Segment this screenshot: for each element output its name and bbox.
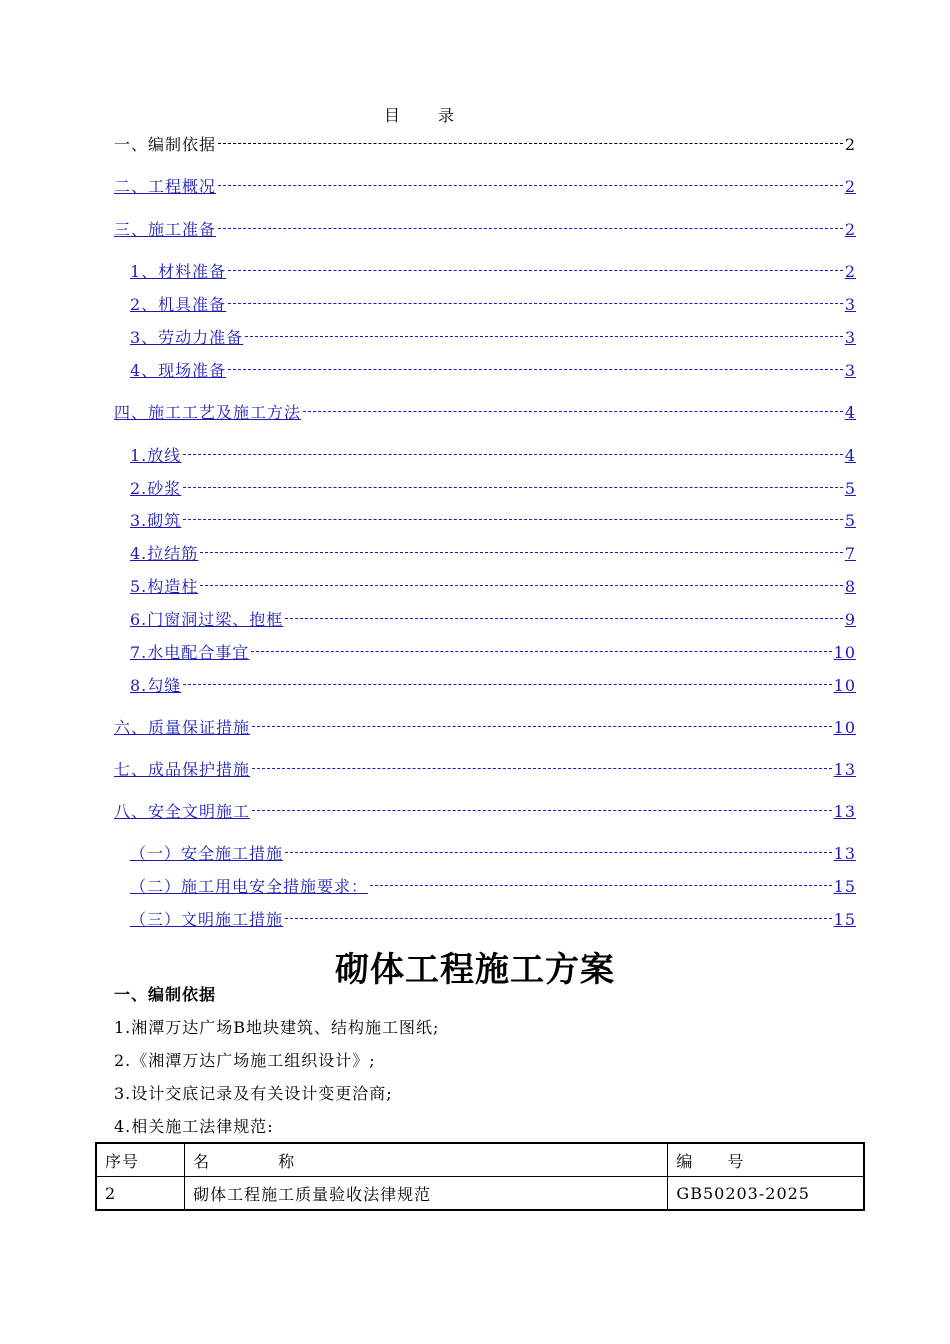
toc-leader [200,552,843,553]
table-row [96,1177,864,1211]
toc-entry [114,134,856,156]
toc-leader [303,411,843,412]
toc-entry-label: 1.放线 [130,446,182,465]
basis-item: 3.设计交底记录及有关设计变更洽商; [114,1084,393,1103]
toc-leader [200,585,843,586]
toc-leader [370,885,832,886]
toc-entry-page: 2 [844,135,856,154]
toc-entry[interactable] [130,261,856,283]
toc-entry-label: 二、工程概况 [114,177,217,196]
toc-leader [228,270,843,271]
toc-entry-page: 3 [844,361,856,380]
toc-entry[interactable] [114,402,856,424]
toc-entry-page: 15 [833,877,856,896]
toc-entry[interactable] [130,510,856,532]
toc-entry-page: 13 [833,760,856,779]
toc-entry-label: 4、现场准备 [130,361,227,380]
toc-entry-label: 八、安全文明施工 [114,802,251,821]
toc-entry-page: 2 [844,177,856,196]
basis-item: 4.相关施工法律规范: [114,1117,274,1136]
toc-entry-page: 10 [833,718,856,737]
toc-leader [228,303,843,304]
toc-entry-page: 2 [844,220,856,239]
toc-entry-page: 8 [844,577,856,596]
toc-entry-page: 4 [844,403,856,422]
toc-entry-label: 8.勾缝 [130,676,182,695]
toc-entry-label: 1、材料准备 [130,262,227,281]
toc-entry-label: 2.砂浆 [130,479,182,498]
toc-entry-page: 13 [833,844,856,863]
toc-leader [252,768,832,769]
toc-entry-label: （三）文明施工措施 [130,910,284,929]
toc-title: 目 录 [383,106,456,125]
standards-table [95,1142,865,1211]
toc-entry[interactable] [130,294,856,316]
toc-entry-page: 4 [844,446,856,465]
toc-leader [252,726,832,727]
toc-entry-label: 四、施工工艺及施工方法 [114,403,302,422]
toc-leader [228,369,843,370]
basis-item: 2.《湘潭万达广场施工组织设计》; [114,1051,376,1070]
toc-entry[interactable] [130,327,856,349]
toc-entry-label: 七、成品保护措施 [114,760,251,779]
toc-leader [252,810,832,811]
toc-leader [251,651,831,652]
table-cell: 2 [96,1177,185,1211]
toc-entry[interactable] [130,576,856,598]
toc-entry-label: 5.构造柱 [130,577,199,596]
toc-entry-label: 4.拉结筋 [130,544,199,563]
toc-leader [183,487,843,488]
toc-entry-page: 3 [844,295,856,314]
toc-entry[interactable] [114,801,856,823]
toc-leader [245,336,843,337]
toc-entry[interactable] [130,360,856,382]
toc-leader [218,228,843,229]
toc-entry-page: 10 [833,676,856,695]
toc-leader [218,185,843,186]
toc-entry[interactable] [130,445,856,467]
toc-entry-label: （一）安全施工措施 [130,844,284,863]
toc-entry-label: 三、施工准备 [114,220,217,239]
toc-entry-label: 2、机具准备 [130,295,227,314]
header-cell-code: 编 号 [668,1143,864,1177]
toc-entry-page: 15 [833,910,856,929]
toc-entry[interactable] [130,642,856,664]
toc-entry-page: 3 [844,328,856,347]
document-title: 砌体工程施工方案 [335,950,615,990]
toc-entry[interactable] [114,717,856,739]
toc-entry[interactable] [114,176,856,198]
toc-entry-page: 13 [833,802,856,821]
toc-entry[interactable] [130,543,856,565]
toc-entry[interactable] [114,219,856,241]
toc-leader [285,618,843,619]
header-cell-name: 名 称 [185,1143,668,1177]
toc-leader [183,454,843,455]
toc-entry-page: 5 [844,479,856,498]
toc-entry-label: 3、劳动力准备 [130,328,244,347]
table-header-row [96,1143,864,1177]
toc-entry-page: 10 [833,643,856,662]
toc-entry-page: 2 [844,262,856,281]
toc-entry[interactable] [114,759,856,781]
basis-item: 1.湘潭万达广场B地块建筑、结构施工图纸; [114,1018,440,1037]
toc-entry-page: 7 [844,544,856,563]
toc-entry[interactable] [130,876,856,898]
toc-entry-label: 3.砌筑 [130,511,182,530]
toc-entry-label: 一、编制依据 [114,135,217,154]
toc-entry-label: 六、质量保证措施 [114,718,251,737]
toc-entry-label: 6.门窗洞过梁、抱框 [130,610,284,629]
toc-entry[interactable] [130,909,856,931]
toc-leader [183,684,831,685]
toc-leader [183,519,843,520]
toc-entry[interactable] [130,609,856,631]
toc-entry-label: 7.水电配合事宜 [130,643,250,662]
toc-entry[interactable] [130,675,856,697]
toc-leader [285,918,832,919]
toc-leader [285,852,832,853]
toc-entry[interactable] [130,478,856,500]
toc-leader [218,143,843,144]
table-cell: 砌体工程施工质量验收法律规范 [185,1177,668,1211]
table-cell: GB50203-2025 [668,1177,864,1211]
header-cell-index: 序号 [96,1143,185,1177]
toc-entry-label: （二）施工用电安全措施要求： [130,877,369,896]
toc-entry-page: 9 [844,610,856,629]
section-heading: 一、编制依据 [114,985,217,1004]
toc-entry[interactable] [130,843,856,865]
toc-entry-page: 5 [844,511,856,530]
